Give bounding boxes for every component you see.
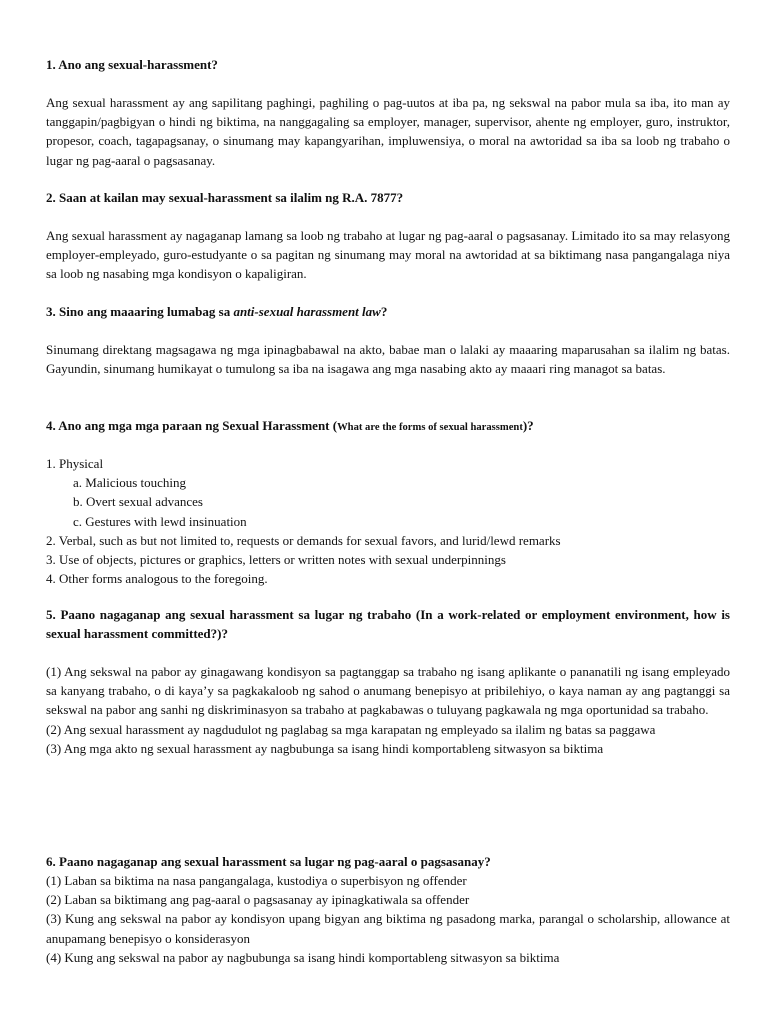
question-6: 6. Paano nagaganap ang sexual harassment sa lugar ng pag-aaral o pagsasanay?	[46, 854, 491, 869]
answer-6	[46, 871, 730, 967]
question-3-prefix: 3. Sino ang maaaring lumabag sa	[46, 304, 234, 319]
list-item: a. Malicious touching	[73, 475, 187, 491]
list-item: (1) Ang sekswal na pabor ay ginagawang kondisyon sa pagtanggap sa trabaho ng isang aplikante o pananatili ng isang empleyado sa kanyang trabaho, o di kaya’y sa pagkakaloob ng sahod o anumang benepisyo at pribilehiyo, o kaya naman ay ang pagtanggi sa sekswal na pabor ang sanhi ng diskriminasyon sa trabaho at pagkabawas o tuluyang pagkawala ng mga oportunidad sa trabaho.	[46, 664, 730, 718]
list-item: (1) Laban sa biktima na nasa pangangalaga, kustodiya o superbisyon ng offender	[46, 873, 467, 888]
forms-list	[46, 454, 730, 588]
answer-2: Ang sexual harassment ay nagaganap lamang sa loob ng trabaho at lugar ng pag-aaral o pagsasanay. Limitado ito sa may relasyong employer-empleyado, guro-estudyante o sa pagitan ng sinumang may moral na awtoridad at sa biktimang nasa pangangalaga niya sa loob ng nasabing mga kondisyon o kapaligiran.	[46, 228, 730, 282]
list-item: c. Gestures with lewd insinuation	[73, 513, 247, 529]
list-item: 1. Physical	[46, 456, 104, 471]
answer-3: Sinumang direktang magsagawa ng mga ipinagbabawal na akto, babae man o lalaki ay maaaring maparusahan sa ilalim ng batas. Gayundin, sinumang humikayat o tumulong sa iba na isagawa ang mga nasabing akto ay maaari ring managot sa batas.	[46, 342, 730, 377]
question-3-italic: anti-sexual harassment law	[233, 304, 381, 319]
list-item: 2. Verbal, such as but not limited to, requests or demands for sexual favors, and lurid/lewd remarks	[46, 532, 561, 548]
question-4-small: What are the forms of sexual harassment	[337, 422, 523, 433]
list-item: (4) Kung ang sekswal na pabor ay nagbubunga sa isang hindi komportableng sitwasyon sa biktima	[46, 949, 560, 965]
question-4	[46, 416, 534, 437]
answer-5	[46, 662, 730, 758]
question-4-prefix: 4. Ano ang mga mga paraan ng Sexual Harassment (	[46, 418, 338, 433]
list-item: (3) Kung ang sekswal na pabor ay kondisyon upang bigyan ang biktima ng pasadong marka, parangal o scholarship, allowance at anupamang benepisyo o konsiderasyon	[46, 911, 730, 946]
list-item: 4. Other forms analogous to the foregoing.	[46, 571, 268, 587]
question-2: 2. Saan at kailan may sexual-harassment sa ilalim ng R.A. 7877?	[46, 190, 404, 205]
list-item: 3. Use of objects, pictures or graphics, letters or written notes with sexual underpinnings	[46, 552, 506, 568]
question-4-suffix: )?	[522, 418, 534, 433]
answer-1: Ang sexual harassment ay ang sapilitang paghingi, paghiling o pag-uutos at iba pa, ng sekswal na pabor mula sa iba, ito man ay tanggapin/pagbigyan o hindi ng biktima, na nanggagaling sa employer, manager, supervisor, ahente ng employer, guro, instruktor, propesor, coach, tagapagsanay, o sinumang may kapangyarihan, impluwensiya, o moral na awtoridad sa iba sa loob ng trabaho o lugar ng pag-aaral o pagsasanay.	[46, 95, 730, 168]
question-1: 1. Ano ang sexual-harassment?	[46, 57, 218, 72]
list-item: (2) Ang sexual harassment ay nagdudulot ng paglabag sa mga karapatan ng empleyado sa ilalim ng batas sa paggawa	[46, 721, 656, 737]
list-item: (2) Laban sa biktimang ang pag-aaral o pagsasanay ay ipinagkatiwala sa offender	[46, 892, 470, 908]
question-5: 5. Paano nagaganap ang sexual harassment sa lugar ng trabaho (In a work-related or employment environment, how is sexual harassment committed?)?	[46, 607, 730, 642]
question-3-suffix: ?	[380, 304, 388, 319]
list-item: (3) Ang mga akto ng sexual harassment ay nagbubunga sa isang hindi komportableng sitwasyon sa biktima	[46, 740, 604, 756]
list-item: b. Overt sexual advances	[73, 494, 203, 510]
question-3	[46, 302, 387, 321]
